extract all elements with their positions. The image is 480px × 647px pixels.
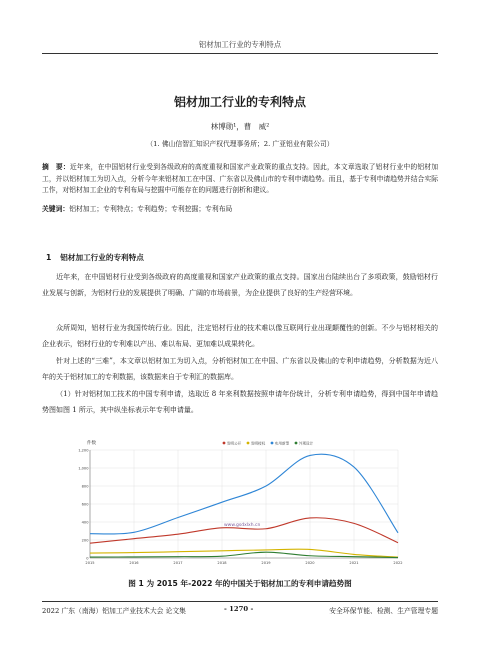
- y-tick-label: 800: [81, 484, 89, 489]
- legend-label-2: 实用新型: [274, 441, 290, 446]
- x-tick-label: 2019: [261, 561, 271, 565]
- x-tick-label: 2020: [305, 561, 315, 565]
- footer-section: 安全环保节能、检测、生产管理专题: [329, 607, 438, 615]
- paragraph-4-text: （1）针对铝材加工技术的中国专利申请，选取近 8 年来利数据按照申请年份统计，分析专利申请趋势，得到中国年申请趋势图如图 1 所示，其中纵坐标表示年专利申请量。: [42, 390, 438, 414]
- y-tick-label: 200: [81, 538, 89, 543]
- paragraph-1: [42, 269, 438, 301]
- legend-marker-3: [295, 442, 298, 445]
- legend-marker-2: [271, 442, 274, 445]
- series-line-1: [90, 549, 398, 557]
- y-tick-label: 600: [81, 502, 89, 507]
- x-tick-label: 2017: [173, 561, 183, 565]
- paragraph-1-text: 近年来，在中国铝材行业受到各级政府的高度重视和国家产业政策的重点支持。国家出台陆续出台了多项政策，鼓励铝材行业发展与创新，为铝材行业的发展提供了明确、广阔的市场前景，为企业提供了良好的生产经营环境。: [42, 273, 438, 297]
- legend-marker-1: [247, 442, 250, 445]
- running-header: 铝材加工行业的专利特点: [198, 40, 282, 49]
- paper-authors: 林博勋¹，曹 威²: [210, 122, 270, 131]
- footer-rule: [42, 601, 438, 602]
- footer-proceedings: 2022 广东（南海）铝加工产业技术大会 论文集: [42, 607, 186, 615]
- y-tick-label: 1,200: [78, 448, 89, 453]
- paragraph-2: [42, 320, 438, 352]
- chart-legend: [223, 440, 314, 445]
- legend-label-3: 外观设计: [298, 441, 314, 446]
- x-tick-label: 2015: [85, 561, 95, 565]
- x-tick-label: 2022: [393, 561, 403, 565]
- abstract: [42, 162, 438, 197]
- paragraph-4: [42, 386, 438, 418]
- x-tick-label: 2018: [217, 561, 227, 565]
- patent-trend-chart: [78, 438, 408, 573]
- abstract-label: 摘 要：: [42, 163, 70, 171]
- legend-marker-0: [223, 442, 226, 445]
- y-tick-label: 1,000: [78, 466, 89, 471]
- figure-caption: 图 1 为 2015 年-2022 年的中国关于铝材加工的专利申请趋势图: [128, 579, 352, 588]
- chart-watermark: www.gsdxlxh.cn: [224, 523, 261, 528]
- paper-title: 铝材加工行业的专利特点: [173, 95, 306, 109]
- keywords-text: 铝材加工；专利特点；专利趋势；专利挖掘；专利布局: [69, 205, 233, 213]
- footer-page-number: - 1270 -: [224, 605, 254, 613]
- paragraph-3-text: 针对上述的“三难”，本文章以铝材加工为切入点，分析铝材加工在中国、广东省以及佛山的专利申请趋势，分析数据为近八年的关于铝材加工的专利数据，该数据来自于专利汇的数据库。: [42, 357, 438, 381]
- y-tick-label: 0: [86, 556, 89, 561]
- abstract-text: 近年来，在中国铝材行业受到各级政府的高度重视和国家产业政策的重点支持。因此，本文章选取了铝材行业中的铝材加工，并以铝材加工为切入点，分析今年来铝材加工在中国、广东省以及佛山市的专利申请趋势。而且，基于专利申请趋势并结合实际工作，对铝材加工企业的专利布局与挖掘中可能存在的问题进行剖析和建议。: [42, 163, 439, 194]
- section-number: 1: [46, 253, 52, 262]
- x-tick-label: 2021: [349, 561, 359, 565]
- paragraph-2-text: 众所周知，铝材行业为我国传统行业。因此，注定铝材行业的技术难以像互联网行业出现颠覆性的创新。不少与铝材相关的企业表示，铝材行业的专利难以产出、难以布局、更加难以成果转化。: [42, 324, 438, 348]
- series-line-0: [90, 518, 398, 543]
- header-rule: [42, 53, 438, 54]
- chart-y-axis-label: 件数: [87, 441, 96, 446]
- paragraph-3: [42, 353, 438, 385]
- chart-grid: [90, 450, 398, 558]
- legend-label-0: 发明公开: [226, 441, 242, 446]
- paper-affiliation: （1. 佛山信智汇知识产权代理事务所；2. 广亚铝业有限公司）: [146, 140, 334, 148]
- keywords-label: 关键词：: [42, 205, 70, 213]
- y-tick-label: 400: [81, 520, 89, 525]
- keywords: [42, 204, 438, 215]
- legend-label-1: 发明授权: [250, 441, 266, 446]
- chart-series-group: [90, 454, 398, 557]
- x-tick-label: 2016: [129, 561, 139, 565]
- section-title: 铝材加工行业的专利特点: [60, 253, 144, 262]
- section-heading: [46, 252, 144, 263]
